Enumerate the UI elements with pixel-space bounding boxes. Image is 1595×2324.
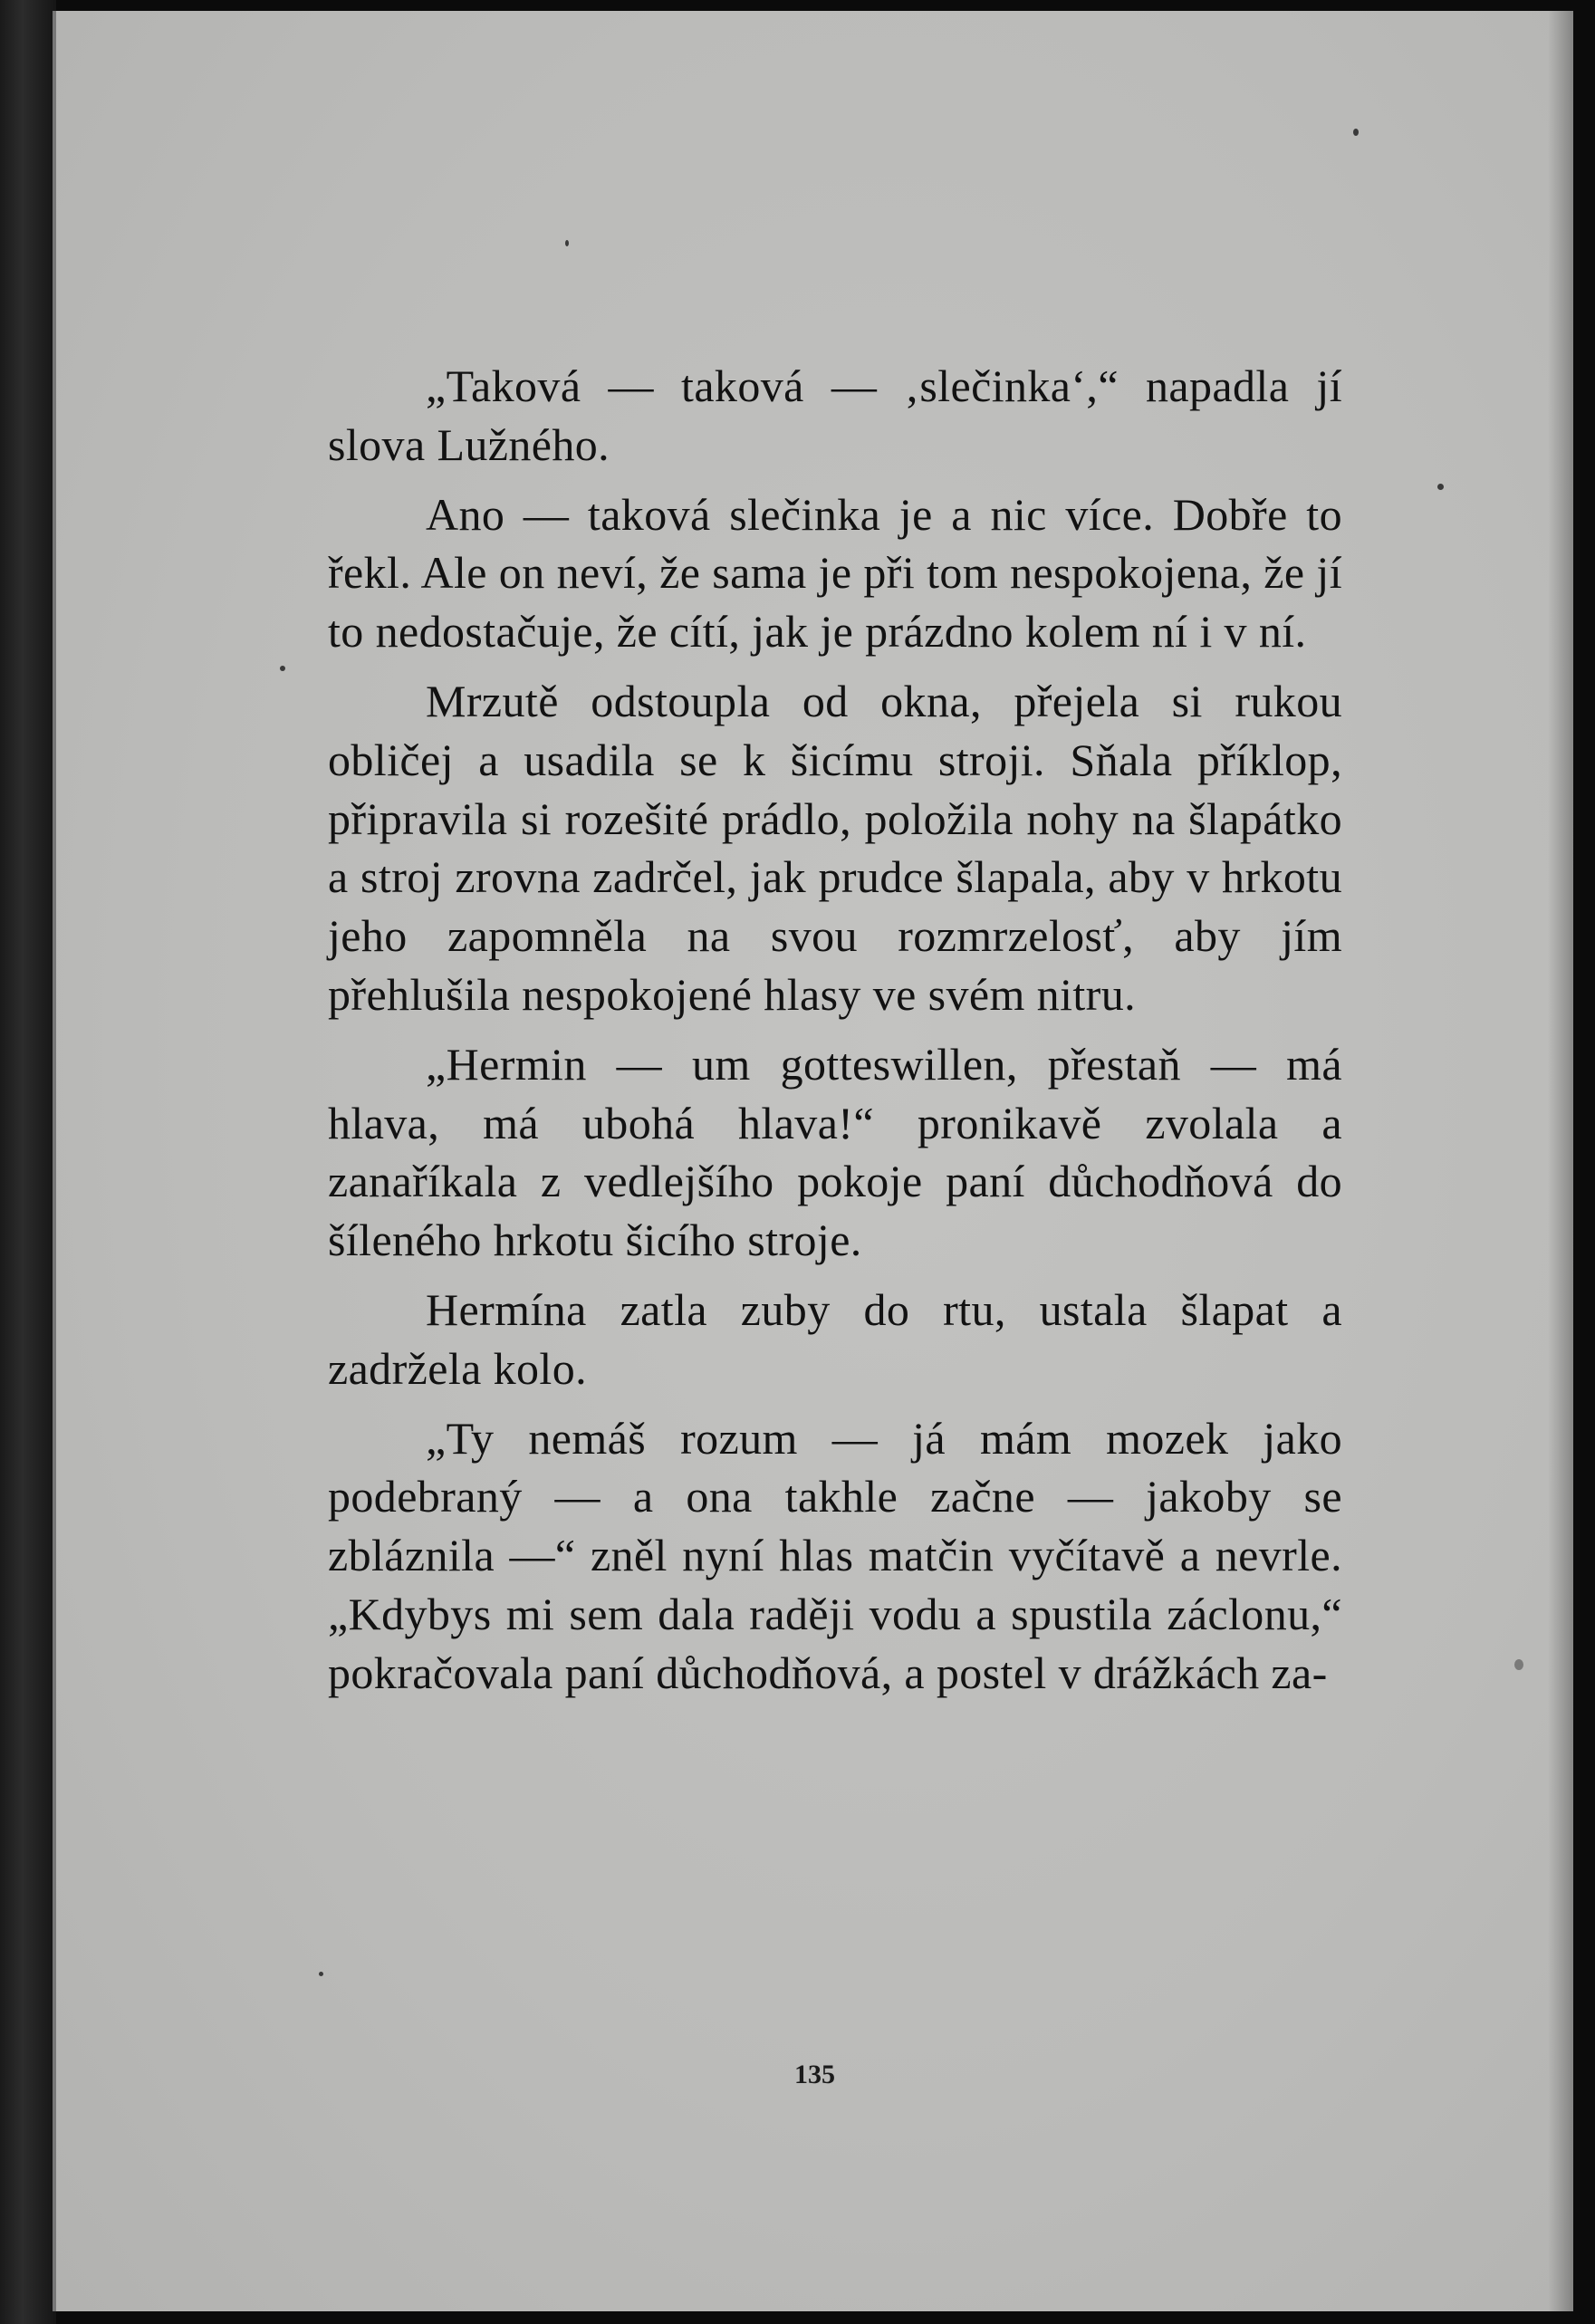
page-number: 135 [794, 2060, 835, 2089]
dust-speck [1353, 129, 1359, 136]
paragraph-4: „Hermin — um gotteswillen, přestaň — má hlava, má ubohá hlava!“ pronikavě zvolala a zanaříkala z vedlejšího pokoje paní důchodňová do šíleného hrkotu šicího stroje. [328, 1038, 1342, 1266]
dust-speck [565, 240, 569, 246]
dust-speck [1437, 484, 1444, 490]
dust-speck [280, 666, 285, 671]
body-text [328, 357, 1342, 1703]
dust-speck [319, 1972, 323, 1976]
book-binding-edge [0, 0, 56, 2324]
book-page [53, 11, 1573, 2311]
paragraph-5: Hermína zatla zuby do rtu, ustala šlapat a zadržela kolo. [328, 1283, 1342, 1394]
paragraph-3: Mrzutě odstoupla od okna, přejela si rukou obličej a usadila se k šicímu stroji. Sňala příklop, připravila si rozešité prádlo, položila nohy na šlapátko a stroj zrovna zadrčel, jak prudce šlapala, aby v hrkotu jeho zapomněla na svou rozmrzelosť, aby jím přehlušila nespokojené hlasy ve svém nitru. [328, 675, 1342, 1020]
paragraph-1: „Taková — taková — ‚slečinka‘,“ napadla jí slova Lužného. [328, 360, 1342, 470]
dust-speck [1514, 1659, 1523, 1670]
paragraph-2: Ano — taková slečinka je a nic více. Dobře to řekl. Ale on neví, že sama je při tom nespokojena, že jí to nedostačuje, že cítí, jak je prázdno kolem ní i v ní. [328, 488, 1342, 658]
page-edge-shadow [1548, 11, 1573, 2311]
paragraph-6: „Ty nemáš rozum — já mám mozek jako podebraný — a ona takhle začne — jakoby se zbláznila —“ zněl nyní hlas matčin vyčítavě a nevrle. „Kdybys mi sem dala raději vodu a spustila záclonu,“ pokračovala paní důchodňová, a postel v drážkách za- [328, 1412, 1342, 1698]
